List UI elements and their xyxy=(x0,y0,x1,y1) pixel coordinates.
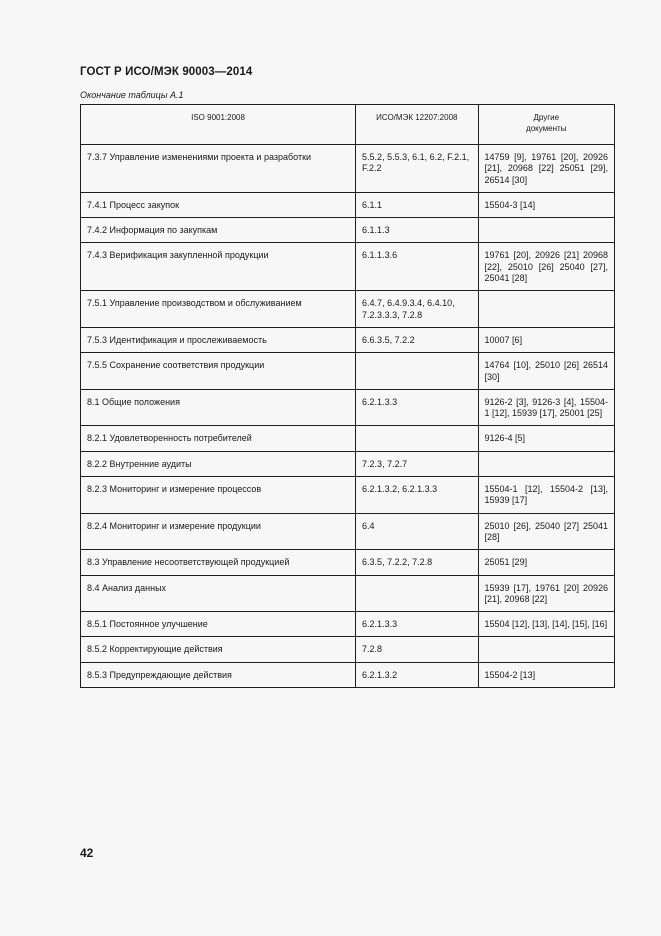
table-row xyxy=(81,637,615,662)
iso-iec-12207-cell xyxy=(356,353,478,390)
other-documents-cell: 15504-2 [13] xyxy=(478,662,614,687)
table-row xyxy=(81,192,615,217)
standards-table xyxy=(80,104,615,688)
iso-iec-12207-cell: 6.1.1 xyxy=(356,192,478,217)
clause-cell: 8.2.3 Мониторинг и измерение процессов xyxy=(81,477,356,514)
clause-cell: 8.3 Управление несоответствующей продукцией xyxy=(81,550,356,575)
document-header: ГОСТ Р ИСО/МЭК 90003—2014 xyxy=(80,66,253,78)
other-documents-cell: 15504-3 [14] xyxy=(478,192,614,217)
clause-cell: 7.4.2 Информация по закупкам xyxy=(81,218,356,243)
other-documents-cell: 19761 [20], 20926 [21] 20968 [22], 25010 [26] 25040 [27], 25041 [28] xyxy=(478,243,614,291)
clause-cell: 8.5.1 Постоянное улучшение xyxy=(81,612,356,637)
table-row xyxy=(81,389,615,426)
column-header: ISO 9001:2008 xyxy=(81,105,356,145)
iso-iec-12207-cell: 6.1.1.3.6 xyxy=(356,243,478,291)
iso-iec-12207-cell: 6.6.3.5, 7.2.2 xyxy=(356,327,478,352)
clause-cell: 8.1 Общие положения xyxy=(81,389,356,426)
iso-iec-12207-cell: 5.5.2, 5.5.3, 6.1, 6.2, F.2.1, F.2.2 xyxy=(356,145,478,193)
iso-iec-12207-cell: 6.4 xyxy=(356,513,478,550)
other-documents-cell: 15939 [17], 19761 [20] 20926 [21], 20968 [22] xyxy=(478,575,614,612)
column-header: ИСО/МЭК 12207:2008 xyxy=(356,105,478,145)
other-documents-cell: 9126-4 [5] xyxy=(478,426,614,451)
clause-cell: 8.2.1 Удовлетворенность потребителей xyxy=(81,426,356,451)
other-documents-cell: 25010 [26], 25040 [27] 25041 [28] xyxy=(478,513,614,550)
clause-cell: 7.5.1 Управление производством и обслуживанием xyxy=(81,291,356,328)
table-header-row xyxy=(81,105,615,145)
clause-cell: 8.4 Анализ данных xyxy=(81,575,356,612)
other-documents-cell xyxy=(478,218,614,243)
other-documents-cell xyxy=(478,451,614,476)
iso-iec-12207-cell: 7.2.3, 7.2.7 xyxy=(356,451,478,476)
clause-cell: 7.4.3 Верификация закупленной продукции xyxy=(81,243,356,291)
iso-iec-12207-cell xyxy=(356,426,478,451)
table-row xyxy=(81,353,615,390)
table-row xyxy=(81,218,615,243)
iso-iec-12207-cell: 6.3.5, 7.2.2, 7.2.8 xyxy=(356,550,478,575)
other-documents-cell: 14759 [9], 19761 [20], 20926 [21], 20968 [22] 25051 [29], 26514 [30] xyxy=(478,145,614,193)
other-documents-cell: 25051 [29] xyxy=(478,550,614,575)
iso-iec-12207-cell: 6.2.1.3.3 xyxy=(356,612,478,637)
clause-cell: 7.5.3 Идентификация и прослеживаемость xyxy=(81,327,356,352)
other-documents-cell: 9126-2 [3], 9126-3 [4], 15504-1 [12], 15939 [17], 25001 [25] xyxy=(478,389,614,426)
iso-iec-12207-cell: 6.2.1.3.2 xyxy=(356,662,478,687)
other-documents-cell: 14764 [10], 25010 [26] 26514 [30] xyxy=(478,353,614,390)
table-row xyxy=(81,575,615,612)
table-row xyxy=(81,513,615,550)
other-documents-cell: 15504-1 [12], 15504-2 [13], 15939 [17] xyxy=(478,477,614,514)
table-row xyxy=(81,426,615,451)
other-documents-cell xyxy=(478,291,614,328)
clause-cell: 8.2.2 Внутренние аудиты xyxy=(81,451,356,476)
iso-iec-12207-cell xyxy=(356,575,478,612)
table-row xyxy=(81,662,615,687)
column-header: Другие документы xyxy=(478,105,614,145)
iso-iec-12207-cell: 6.2.1.3.3 xyxy=(356,389,478,426)
iso-iec-12207-cell: 6.1.1.3 xyxy=(356,218,478,243)
iso-iec-12207-cell: 7.2.8 xyxy=(356,637,478,662)
clause-cell: 7.4.1 Процесс закупок xyxy=(81,192,356,217)
page-number: 42 xyxy=(80,846,94,860)
table-caption: Окончание таблицы А.1 xyxy=(80,90,184,100)
iso-iec-12207-cell: 6.4.7, 6.4.9.3.4, 6.4.10, 7.2.3.3.3, 7.2.8 xyxy=(356,291,478,328)
clause-cell: 8.5.3 Предупреждающие действия xyxy=(81,662,356,687)
other-documents-cell xyxy=(478,637,614,662)
table-body xyxy=(81,145,615,688)
iso-iec-12207-cell: 6.2.1.3.2, 6.2.1.3.3 xyxy=(356,477,478,514)
other-documents-cell: 15504 [12], [13], [14], [15], [16] xyxy=(478,612,614,637)
clause-cell: 8.2.4 Мониторинг и измерение продукции xyxy=(81,513,356,550)
clause-cell: 8.5.2 Корректирующие действия xyxy=(81,637,356,662)
table-row xyxy=(81,327,615,352)
clause-cell: 7.5.5 Сохранение соответствия продукции xyxy=(81,353,356,390)
table-row xyxy=(81,291,615,328)
table-row xyxy=(81,451,615,476)
table-row xyxy=(81,243,615,291)
clause-cell: 7.3.7 Управление изменениями проекта и разработки xyxy=(81,145,356,193)
table-row xyxy=(81,550,615,575)
table-row xyxy=(81,145,615,193)
table-row xyxy=(81,612,615,637)
other-documents-cell: 10007 [6] xyxy=(478,327,614,352)
table-row xyxy=(81,477,615,514)
